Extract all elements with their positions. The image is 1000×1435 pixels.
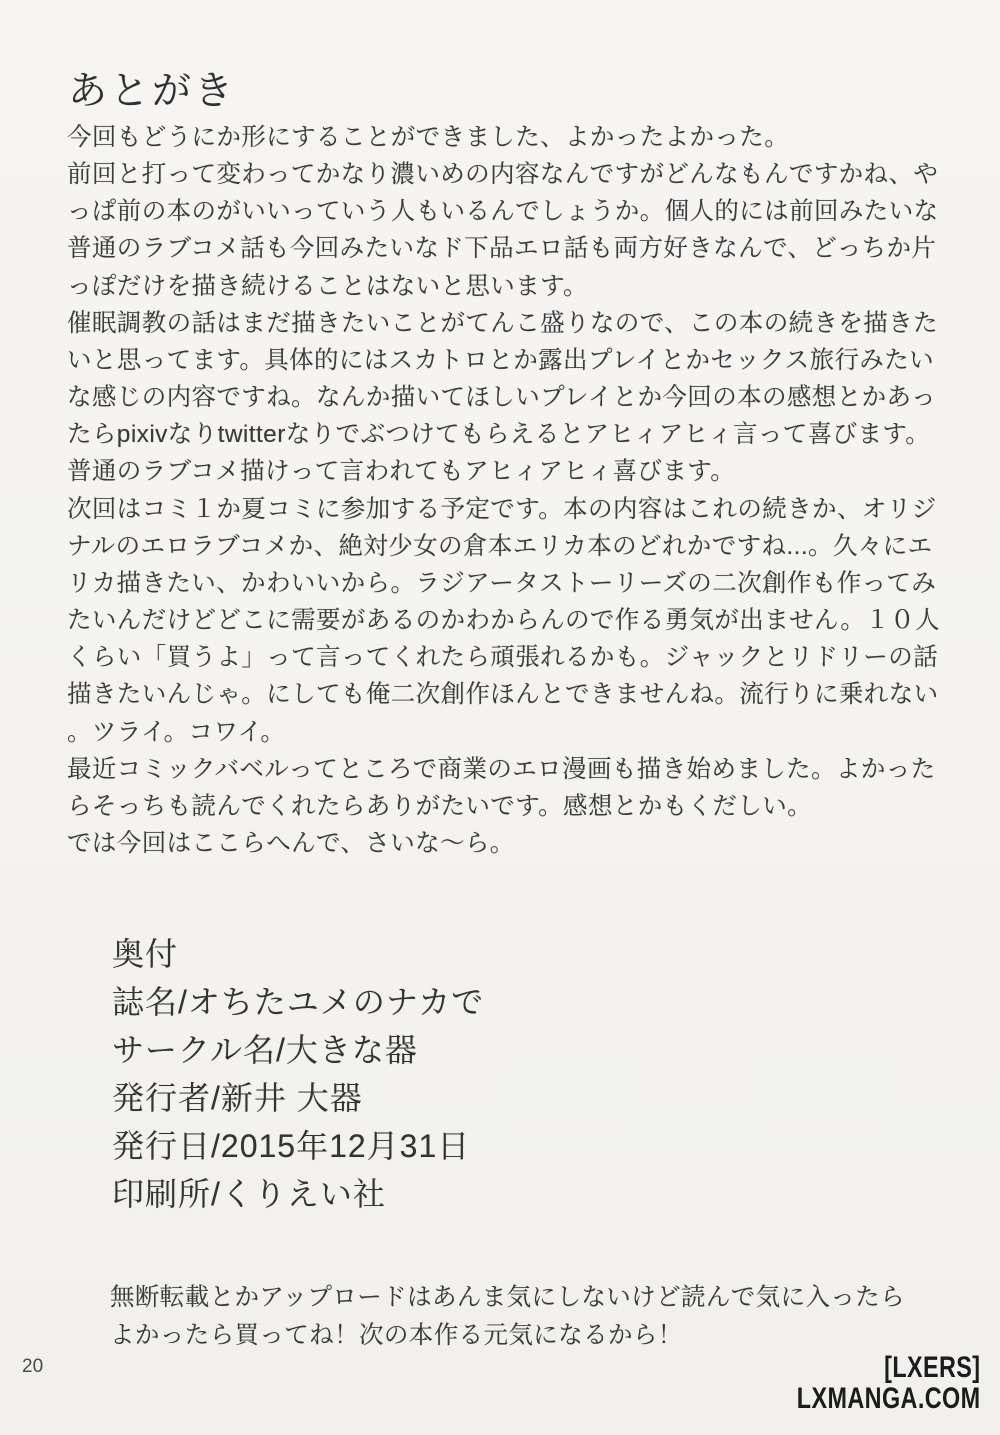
reader-note-line: よかったら買ってね！次の本作る元気になるから！ [110, 1321, 683, 1349]
afterword-line: 次回はコミ１か夏コミに参加する予定です。本の内容はこれの続きか、オリジ [67, 495, 937, 523]
afterword-body [67, 119, 967, 862]
afterword-line: くらい「買うよ」って言ってくれたら頑張れるかも。ジャックとリドリーの話 [67, 644, 939, 672]
afterword-line: リカ描きたい、かわいいから。ラジアータストーリーズの二次創作も作ってみ [67, 569, 937, 597]
afterword-line: 催眠調教の話はまだ描きたいことがてんこ盛りなので、この本の続きを描きた [67, 309, 939, 337]
afterword-line: たいんだけどどこに需要があるのかわからんので作る勇気が出ません。１０人 [67, 607, 940, 635]
colophon-line-title: 誌名/オちたユメのナカで [112, 984, 485, 1020]
afterword-line: っぱ前の本のがいいっていう人もいるんでしょうか。個人的には前回みたいな [67, 198, 939, 226]
watermark-tag: [LXERS] [883, 1351, 980, 1384]
afterword-line: では今回はここらへんで、さいな〜ら。 [67, 829, 515, 857]
colophon-heading: 奥付 [112, 936, 179, 972]
colophon-block [112, 930, 484, 1218]
reader-note [110, 1279, 905, 1354]
afterword-line: っぽだけを描き続けることはないと思います。 [67, 272, 588, 300]
afterword-line: 描きたいんじゃ。にしても俺二次創作ほんとできませんね。流行りに乗れない [67, 681, 939, 709]
watermark-domain: LXMANGA.COM [796, 1382, 980, 1415]
reader-note-line: 無断転載とかアップロードはあんま気にしないけど読んで気に入ったら [110, 1284, 906, 1311]
site-watermark [796, 1352, 980, 1414]
afterword-line: たらpixivなりtwitterなりでぶつけてもらえるとアヒィアヒィ言って喜びます。 [67, 421, 931, 449]
colophon-line-printer: 印刷所/くりえい社 [112, 1176, 386, 1212]
colophon-line-date: 発行日/2015年12月31日 [112, 1128, 471, 1164]
afterword-line: 今回もどうにか形にすることができました、よかったよかった。 [67, 124, 790, 151]
colophon-line-publisher: 発行者/新井 大器 [112, 1080, 363, 1116]
afterword-line: 。ツライ。コワイ。 [67, 718, 286, 746]
afterword-line: ナルのエロラブコメか、絶対少女の倉本エリカ本のどれかですね...。久々にエ [67, 532, 933, 560]
colophon-line-circle: サークル名/大きな器 [112, 1032, 418, 1068]
page-number: 20 [22, 1356, 44, 1377]
afterword-line: 最近コミックバベルってところで商業のエロ漫画も描き始めました。よかった [67, 755, 936, 783]
afterword-line: いと思ってます。具体的にはスカトロとか露出プレイとかセックス旅行みたい [67, 346, 935, 374]
afterword-line: 普通のラブコメ話も今回みたいなド下品エロ話も両方好きなんで、どっちか片 [67, 235, 937, 263]
afterword-line: らそっちも読んでくれたらありがたいです。感想とかもくだしい。 [67, 792, 813, 820]
afterword-title: あとがき [68, 70, 237, 113]
afterword-line: 前回と打って変わってかなり濃いめの内容なんですがどんなもんですかね、や [67, 161, 939, 189]
afterword-line: 普通のラブコメ描けって言われてもアヒィアヒィ喜びます。 [67, 458, 736, 486]
afterword-line: な感じの内容ですね。なんか描いてほしいプレイとか今回の本の感想とかあっ [67, 384, 937, 412]
